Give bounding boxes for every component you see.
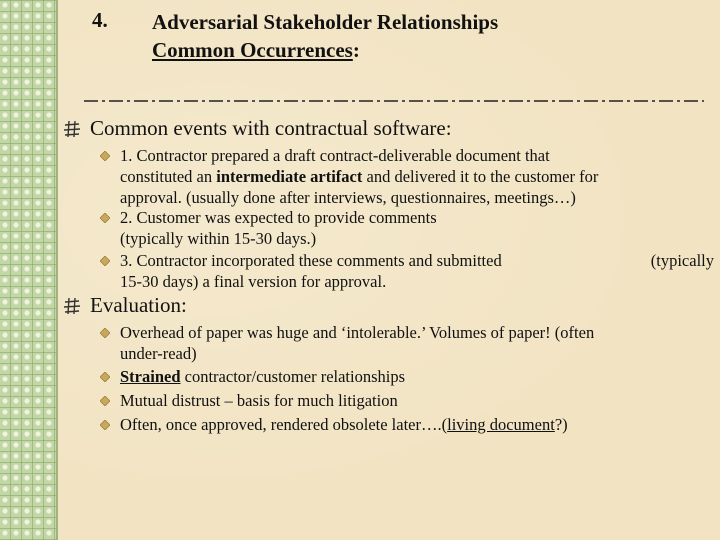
list-item	[100, 145, 710, 209]
diamond-bullet-icon	[100, 256, 110, 266]
intermediate-artifact-term: intermediate artifact	[216, 167, 363, 186]
title-line-2	[152, 36, 498, 64]
item-line: 1. Contractor prepared a draft contract-deliverable document that	[120, 146, 550, 165]
sketch-hash-icon	[62, 119, 82, 139]
diamond-bullet-icon	[100, 372, 110, 382]
title-suffix: :	[352, 38, 360, 62]
decorative-grid-strip	[0, 0, 58, 540]
item-line: Overhead of paper was huge and ‘intolerable.’ Volumes of paper! (often	[120, 323, 595, 342]
sketch-hash-icon	[62, 296, 82, 316]
section-heading-text: Common events with contractual software:	[90, 116, 452, 140]
diamond-bullet-icon	[100, 396, 110, 406]
slide-number: 4.	[92, 8, 108, 32]
diamond-bullet-icon	[100, 213, 110, 223]
text-span: (typically	[650, 251, 714, 270]
text-span: Often, once approved, rendered obsolete later….(	[120, 415, 448, 434]
dashed-divider	[84, 98, 704, 104]
list-item	[100, 250, 716, 292]
item-line: (typically within 15-30 days.)	[120, 229, 317, 248]
text-span: and delivered it to the customer for	[362, 167, 599, 186]
item-line	[120, 166, 598, 187]
item-line	[120, 414, 568, 435]
section-heading-evaluation	[62, 293, 187, 318]
title-line-1: Adversarial Stakeholder Relationships	[152, 10, 499, 34]
section-heading-text: Evaluation:	[90, 293, 187, 317]
item-line: approval. (usually done after interviews, questionnaires, meetings…)	[120, 188, 576, 207]
diamond-bullet-icon	[100, 328, 110, 338]
strained-term: Strained	[120, 367, 181, 386]
living-document-term: living document	[447, 415, 555, 434]
item-line	[120, 250, 714, 271]
list-item	[100, 390, 710, 412]
diamond-bullet-icon	[100, 420, 110, 430]
item-line	[120, 366, 405, 387]
item-line: 15-30 days) a final version for approval.	[120, 272, 387, 291]
diamond-bullet-icon	[100, 151, 110, 161]
slide-title	[152, 8, 498, 64]
list-item	[100, 322, 716, 364]
list-item	[100, 414, 710, 436]
text-span: constituted an	[120, 167, 217, 186]
section-heading-common-events	[62, 116, 452, 141]
title-underlined: Common Occurrences	[152, 38, 353, 62]
item-line: Mutual distrust – basis for much litigation	[120, 391, 398, 410]
text-span: ?)	[554, 415, 568, 434]
text-span: 3. Contractor incorporated these comments and submitted	[120, 251, 502, 270]
list-item	[100, 366, 710, 388]
text-span: contractor/customer relationships	[180, 367, 406, 386]
item-line: 2. Customer was expected to provide comments	[120, 208, 437, 227]
list-item	[100, 207, 710, 249]
item-line: under-read)	[120, 344, 197, 363]
